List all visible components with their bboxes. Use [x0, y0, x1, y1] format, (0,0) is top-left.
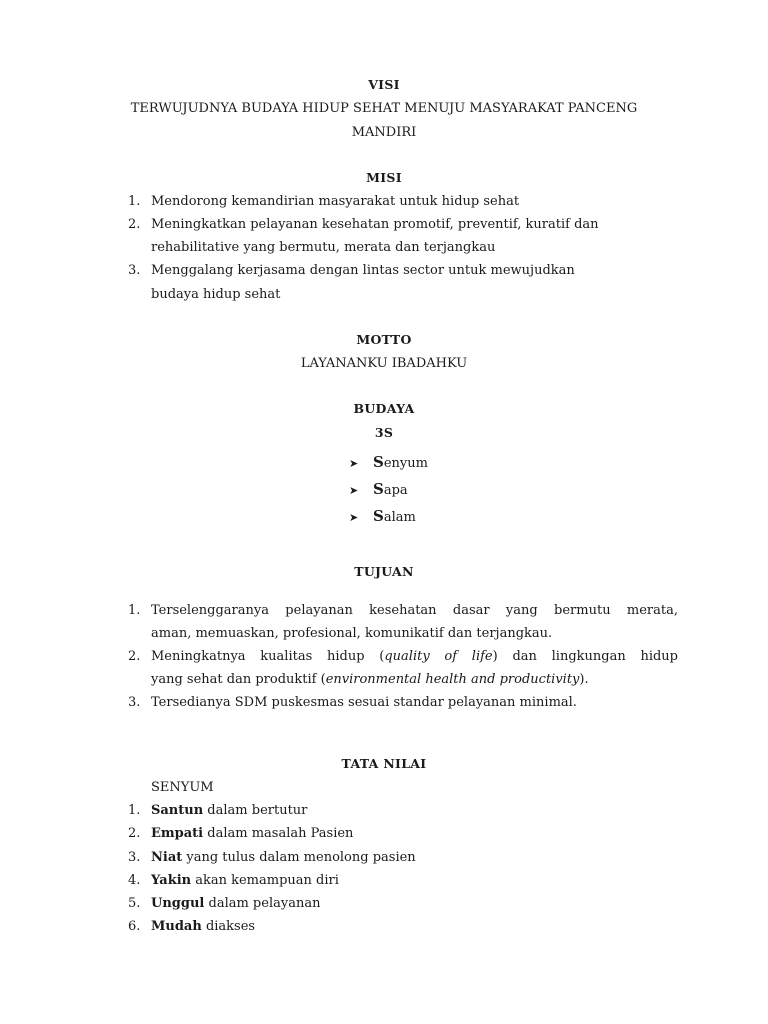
budaya-item-3	[349, 508, 416, 526]
misi-item-2-number: 2.	[128, 217, 141, 232]
tujuan-item-2-text-c: yang sehat dan produktif (	[151, 672, 326, 687]
budaya-item-3-rest: alam	[383, 510, 416, 525]
misi-heading: MISI	[366, 170, 402, 185]
tujuan-item-1-line-1: Terselenggaranya pelayanan kesehatan dasar yang bermutu merata,	[151, 603, 678, 618]
tujuan-item-2-text-d: ).	[579, 672, 589, 687]
tata-nilai-subheading: SENYUM	[151, 780, 214, 795]
tata-nilai-item-1	[151, 803, 307, 819]
tata-nilai-item-6	[151, 919, 255, 935]
misi-item-2-line-2: rehabilitative yang bermutu, merata dan terjangkau	[151, 240, 496, 255]
tata-nilai-item-2-number: 2.	[128, 826, 141, 841]
tata-nilai-item-4	[151, 873, 339, 889]
tata-nilai-item-4-rest: akan kemampuan diri	[191, 873, 339, 888]
tata-nilai-item-2-keyword: Empati	[151, 826, 204, 841]
misi-item-1-text: Mendorong kemandirian masyarakat untuk hidup sehat	[151, 194, 520, 209]
tata-nilai-item-1-number: 1.	[128, 803, 141, 818]
tujuan-item-2-number: 2.	[128, 649, 141, 664]
misi-item-2-line-1: Meningkatkan pelayanan kesehatan promotif, preventif, kuratif dan	[151, 217, 599, 232]
tujuan-item-2-line-2	[151, 672, 589, 688]
visi-line-2: MANDIRI	[351, 125, 417, 140]
tata-nilai-item-1-rest: dalam bertutur	[203, 803, 308, 818]
budaya-item-2	[349, 481, 408, 499]
tujuan-item-3-text: Tersedianya SDM puskesmas sesuai standar pelayanan minimal.	[151, 695, 577, 710]
tata-nilai-item-3-number: 3.	[128, 850, 141, 865]
tujuan-item-2-italic-a: quality of life	[384, 649, 493, 664]
visi-heading: VISI	[368, 77, 400, 92]
tata-nilai-item-4-keyword: Yakin	[151, 873, 192, 888]
tata-nilai-item-1-keyword: Santun	[151, 803, 204, 818]
tata-nilai-item-5-keyword: Unggul	[151, 896, 205, 911]
arrow-bullet-icon: ➤	[349, 484, 359, 497]
tujuan-item-2-line-1	[151, 649, 678, 665]
budaya-item-3-initial: S	[373, 507, 384, 525]
budaya-item-1-rest: enyum	[383, 456, 428, 471]
tata-nilai-item-2	[151, 826, 353, 842]
visi-line-1: TERWUJUDNYA BUDAYA HIDUP SEHAT MENUJU MASYARAKAT PANCENG	[130, 101, 638, 116]
arrow-bullet-icon: ➤	[349, 457, 359, 470]
misi-item-3-line-1: Menggalang kerjasama dengan lintas sector untuk mewujudkan	[151, 263, 575, 278]
tujuan-item-1-line-2: aman, memuaskan, profesional, komunikatif dan terjangkau.	[151, 626, 553, 641]
tata-nilai-item-3-keyword: Niat	[151, 850, 183, 865]
tata-nilai-item-6-keyword: Mudah	[151, 919, 202, 934]
tujuan-item-2-text-a: Meningkatnya kualitas hidup (	[151, 649, 385, 664]
budaya-heading: BUDAYA	[353, 401, 415, 416]
tujuan-item-1-number: 1.	[128, 603, 141, 618]
tata-nilai-item-3-rest: yang tulus dalam menolong pasien	[182, 850, 416, 865]
tata-nilai-item-6-rest: diakses	[201, 919, 256, 934]
tata-nilai-item-5-number: 5.	[128, 896, 141, 911]
tata-nilai-item-4-number: 4.	[128, 873, 141, 888]
motto-heading: MOTTO	[356, 332, 412, 347]
tujuan-item-2-italic-b: environmental health and productivity	[325, 672, 580, 687]
budaya-item-2-rest: apa	[383, 483, 408, 498]
tata-nilai-item-5-rest: dalam pelayanan	[204, 896, 321, 911]
tujuan-heading: TUJUAN	[354, 564, 414, 579]
tata-nilai-item-2-rest: dalam masalah Pasien	[203, 826, 354, 841]
tata-nilai-item-6-number: 6.	[128, 919, 141, 934]
tujuan-item-2-text-b: ) dan lingkungan hidup	[492, 649, 678, 664]
misi-item-1-number: 1.	[128, 194, 141, 209]
arrow-bullet-icon: ➤	[349, 511, 359, 524]
budaya-item-2-initial: S	[373, 480, 384, 498]
motto-text: LAYANANKU IBADAHKU	[300, 356, 468, 371]
tata-nilai-heading: TATA NILAI	[341, 756, 427, 771]
budaya-item-1-initial: S	[373, 453, 384, 471]
tujuan-item-3-number: 3.	[128, 695, 141, 710]
misi-item-3-line-2: budaya hidup sehat	[151, 287, 281, 302]
tata-nilai-item-5	[151, 896, 320, 912]
budaya-item-1	[349, 454, 428, 472]
budaya-subheading: 3S	[374, 425, 394, 440]
misi-item-3-number: 3.	[128, 263, 141, 278]
tata-nilai-item-3	[151, 850, 416, 866]
